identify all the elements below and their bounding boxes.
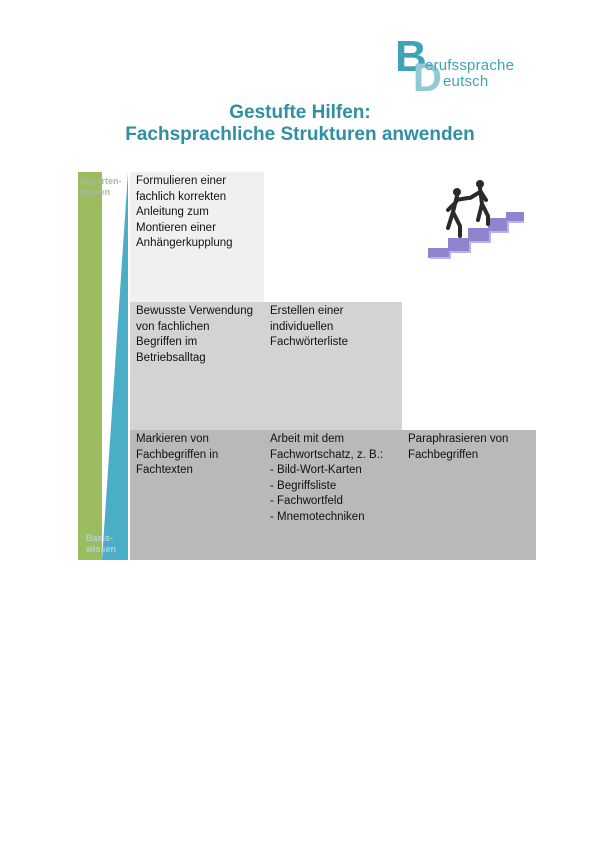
logo-text-line2: eutsch	[443, 73, 489, 90]
step-bottom-col1-text: Markieren von Fachbegriffen in Fachtexten	[136, 433, 219, 476]
list-item: - Begriffsliste	[270, 479, 337, 492]
step-top-col1	[130, 172, 264, 302]
climber-upper-body	[470, 188, 488, 224]
page-title-line1: Gestufte Hilfen:	[229, 102, 371, 123]
step-bottom-col1	[130, 430, 264, 560]
basic-knowledge-bar	[102, 172, 128, 560]
fachwortschatz-list	[270, 463, 396, 525]
logo-berufssprache-deutsch	[395, 33, 545, 93]
step-middle-col2	[264, 302, 402, 430]
step-middle-col1	[130, 302, 264, 430]
step-bottom-col2-intro: Arbeit mit dem Fachwortschatz, z. B.:	[270, 433, 384, 461]
list-item: - Fachwortfeld	[270, 495, 343, 507]
step-bottom-col2	[264, 430, 402, 560]
step-top-col1-text: Formulieren einer fachlich korrekten Anleitung zum Montieren einer Anhängerkupplung	[136, 175, 233, 249]
climber-lower-body	[448, 196, 468, 236]
climbing-stairs-icon	[420, 176, 530, 260]
knowledge-wedge	[78, 172, 130, 560]
basic-knowledge-label: Basis- wissen	[86, 533, 117, 554]
logo-text-line1: erufssprache	[425, 57, 515, 74]
step-bottom-col3	[402, 430, 536, 560]
logo-letter-d: D	[413, 56, 442, 93]
stairs-shape	[428, 212, 524, 258]
logo-letter-b: B	[395, 33, 427, 81]
step-bottom-col3-text: Paraphrasieren von Fachbegriffen	[408, 433, 509, 461]
list-item: - Mnemotechniken	[270, 510, 365, 523]
page-title-line2: Fachsprachliche Strukturen anwenden	[125, 124, 475, 145]
list-item: - Bild-Wort-Karten	[270, 464, 362, 476]
step-middle-col2-text: Erstellen einer individuellen Fachwörterliste	[270, 305, 348, 348]
expert-knowledge-label: Experten- wissen	[80, 176, 122, 197]
step-middle-col1-text: Bewusste Verwendung von fachlichen Begriffen im Betriebsalltag	[136, 305, 253, 364]
